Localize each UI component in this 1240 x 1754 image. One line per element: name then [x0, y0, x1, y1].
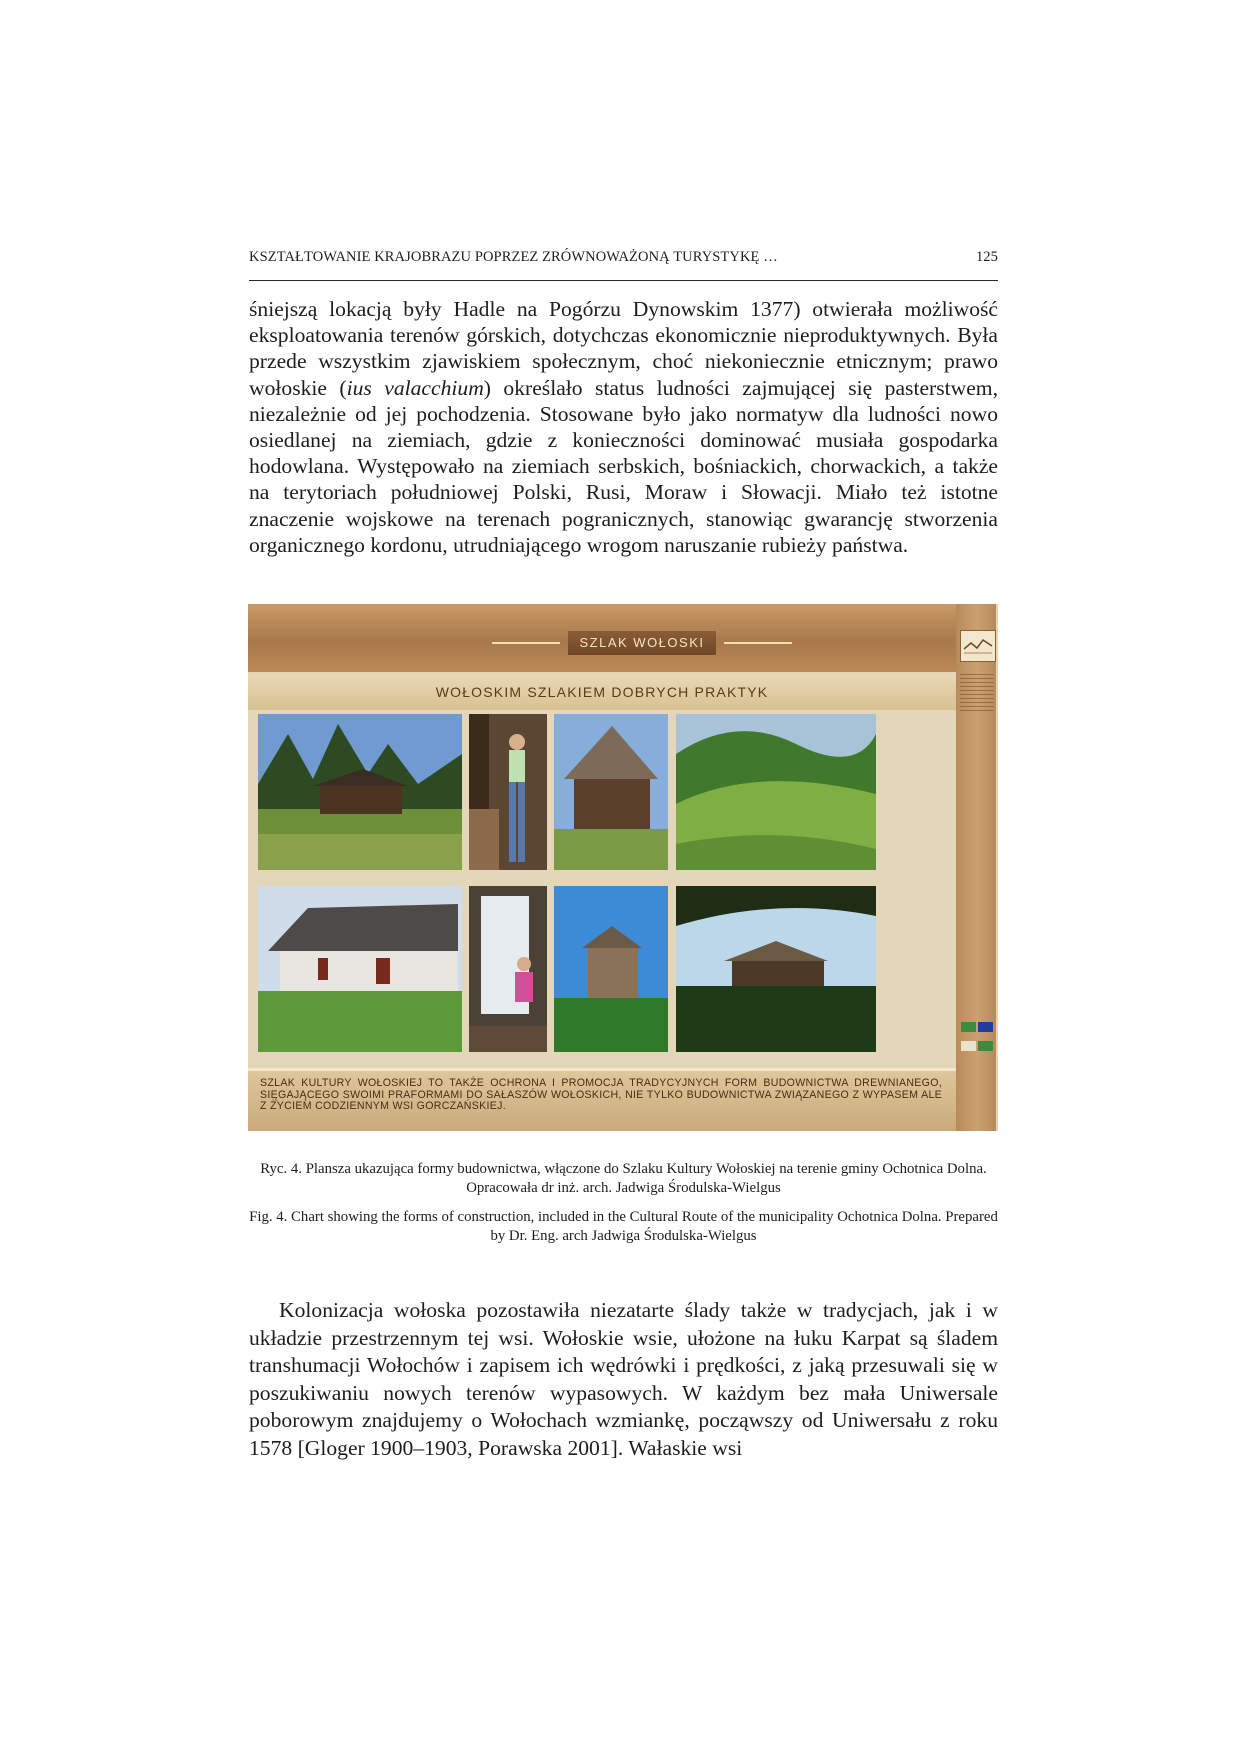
- logo-icon: [961, 1022, 976, 1032]
- logo-icon: [978, 1041, 993, 1051]
- sponsor-logos: [961, 1022, 993, 1058]
- wooden-shed-photo: [554, 714, 668, 870]
- side-divider: [996, 604, 998, 1131]
- route-map-icon-graphic: [961, 631, 995, 661]
- small-barn-photo: [554, 886, 668, 1052]
- route-map-icon: [960, 630, 996, 662]
- poster-caption-strip: [248, 1068, 956, 1131]
- body-paragraph-2: Kolonizacja wołoska pozostawiła niezatarte ślady także w tradycjach, jak i w układzie przestrzennym tej wsi. Wołoskie wsie, ułożone na łuku Karpat są śladem transhumacji Wołochów i zapisem ich wędrówki i prędkości, z jaką przesuwali się w poszukiwaniu nowych terenów wypasowych. W każdym bez mała Uniwersale poborowym znajdujemy o Wołochach wzmiankę, począwszy od Uniwersału z roku 1578 [Gloger 1900–1903, Porawska 2001]. Wałaskie wsi: [249, 1298, 998, 1460]
- poster-figure: [248, 604, 998, 1131]
- long-cottage-photo-image: [258, 886, 462, 1052]
- side-legend: [960, 674, 994, 714]
- green-hills-photo-image: [676, 714, 876, 870]
- wooden-hut-meadow-photo-image: [258, 714, 462, 870]
- running-title: KSZTAŁTOWANIE KRAJOBRAZU POPRZEZ ZRÓWNOWAŻONĄ TURYSTYKĘ …: [249, 249, 778, 265]
- green-hills-photo: [676, 714, 876, 870]
- hut-in-shadow-photo-image: [676, 886, 876, 1052]
- hut-in-shadow-photo: [676, 886, 876, 1052]
- woman-by-log-wall-photo: [469, 714, 547, 870]
- small-barn-photo-image: [554, 886, 668, 1052]
- eu-flag-icon: [978, 1022, 993, 1032]
- body-paragraph-1: [249, 296, 998, 558]
- woman-by-log-wall-photo-image: [469, 714, 547, 870]
- poster-caption: SZLAK KULTURY WOŁOSKIEJ TO TAKŻE OCHRONA I PROMOCJA TRADYCYJNYCH FORM BUDOWNICTWA DREWNIANEGO, SIĘGAJĄCEGO SWOIMI PRAFORMAMI DO SAŁASZÓW WOŁOSKICH, NIE TYLKO BUDOWNICTWA ZWIĄZANEGO Z WYPASEM ALE Z ŻYCIEM CODZIENNYM WSI GORCZAŃSKIEJ.: [260, 1077, 942, 1112]
- girl-by-stove-photo: [469, 886, 547, 1052]
- header-rule: [249, 280, 998, 281]
- figure-caption-polish: Ryc. 4. Plansza ukazująca formy budownictwa, włączone do Szlaku Kultury Wołoskiej na terenie gminy Ochotnica Dolna. Opracowała dr inż. arch. Jadwiga Środulska-Wielgus: [260, 1161, 987, 1196]
- wooden-shed-photo-image: [554, 714, 668, 870]
- logo-icon: [961, 1041, 976, 1051]
- poster-side-panel: [956, 604, 998, 1131]
- page-number: 125: [975, 249, 998, 265]
- latin-term: ius valacchium: [346, 375, 484, 400]
- wooden-hut-meadow-photo: [258, 714, 462, 870]
- poster-top-band: [248, 604, 956, 672]
- poster-subtitle: WOŁOSKIM SZLAKIEM DOBRYCH PRAKTYK: [248, 674, 956, 710]
- paragraph-text: ) określało status ludności zajmującej się pasterstwem, niezależnie od jej pochodzenia. Stosowane było jako normatyw dla ludności nowo osiedlanej na ziemiach, gdzie z konieczności dominować musiała gospodarka hodowlana. Występowało na ziemiach serbskich, bośniackich, chorwackich, a także na terytoriach południowej Polski, Rusi, Moraw i Słowacji. Miało też istotne znaczenie wojskowe na terenach pogranicznych, stanowiąc gwarancję stworzenia organicznego kordonu, utrudniającego wrogom naruszanie rubieży państwa.: [249, 375, 998, 557]
- girl-by-stove-photo-image: [469, 886, 547, 1052]
- running-head: [249, 249, 998, 266]
- poster-title: SZLAK WOŁOSKI: [568, 631, 716, 655]
- paragraph-text: śniejszą lokacją były Hadle na Pogórzu Dynowskim 1377) otwierała możliwość eksploatowania terenów górskich, dotychczas ekonomicznie nieproduktywnych. Była przede wszystkim zjawiskiem społecznym, choć niekoniecznie etnicznym; prawo wołoskie (: [249, 297, 998, 400]
- long-cottage-photo: [258, 886, 462, 1052]
- photo-grid: [258, 714, 956, 1070]
- figure-caption-english: Fig. 4. Chart showing the forms of construction, included in the Cultural Route of the municipality Ochotnica Dolna. Prepared by Dr. Eng. arch Jadwiga Środulska-Wielgus: [249, 1209, 998, 1244]
